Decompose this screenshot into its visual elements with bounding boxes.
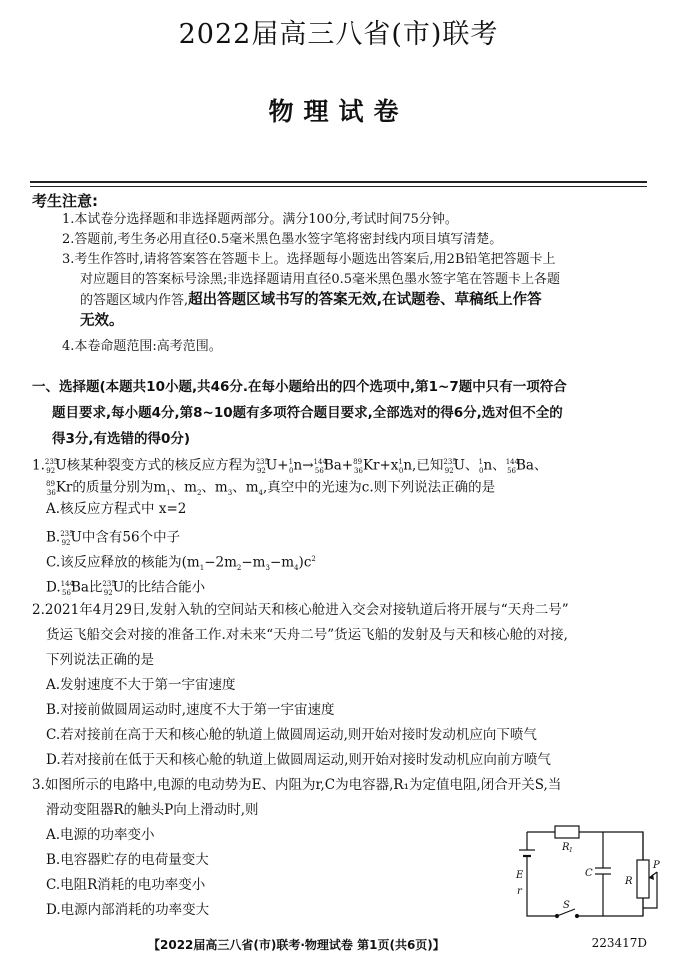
- section-heading-3: 得3分,有选错的得0分): [52, 431, 191, 447]
- notice-item-3-cont1: 对应题目的答案标号涂黑;非选择题请用直径0.5毫米黑色墨水签字笔在答题卡上各题: [80, 272, 561, 287]
- section-heading-1: 一、选择题(本题共10小题,共46分.在每小题给出的四个选项中,第1~7题中只有一项符合: [32, 379, 567, 395]
- q3-option-d: D.电源内部消耗的功率变大: [46, 902, 210, 918]
- footer-page-info: 【2022届高三八省(市)联考·物理试卷 第1页(共6页)】: [148, 938, 445, 952]
- notice-item-3-plain: 的答题区域内作答,: [80, 293, 189, 308]
- notice-title: 考生注意:: [32, 192, 98, 210]
- q1-stem-line1: 1.$^{235}_{92}$U核某种裂变方式的核反应方程为$^{235}_{92}U+^1_0n\to^{144}_{56}Ba+^{89}_{36}Kr+x^1_0n$,已知$^{235}_{92}$U、$^1_0$n、$^{144}_{56}$Ba、: [32, 457, 548, 476]
- q2-stem-line1: 2.2021年4月29日,发射入轨的空间站天和核心舱进入交会对接轨道后将开展与“天舟二号”: [32, 602, 569, 618]
- notice-item-3: 3.考生作答时,请将答案答在答题卡上。选择题每小题选出答案后,用2B铅笔把答题卡上: [62, 252, 556, 267]
- label-r-internal: r: [517, 886, 522, 897]
- notice-item-3-cont2: [80, 291, 542, 310]
- header-rule-thin: [30, 186, 647, 187]
- notice-item-2: 2.答题前,考生务必用直径0.5毫米黑色墨水签字笔将密封线内项目填写清楚。: [62, 232, 503, 247]
- notice-item-1: 1.本试卷分选择题和非选择题两部分。满分100分,考试时间75分钟。: [62, 212, 458, 227]
- resistor-r1: [555, 826, 579, 838]
- q1-option-c: C.该反应释放的核能为$(m_1-2m_2-m_3-m_4)c^2$: [46, 554, 316, 573]
- q1-stem-line2: $^{89}_{36}$Kr的质量分别为$m_1$、$m_2$、$m_3$、$m_4$,真空中的光速为c.则下列说法正确的是: [46, 479, 496, 498]
- q1-option-b: B.$^{235}_{92}$U中含有56个中子: [46, 529, 181, 548]
- notice-item-4: 4.本卷命题范围:高考范围。: [62, 339, 222, 354]
- label-e: E: [516, 870, 524, 881]
- label-c: C: [585, 868, 593, 879]
- rheostat-r: [637, 860, 649, 898]
- exam-title: 2022届高三八省(市)联考: [178, 19, 499, 50]
- notice-item-3-emphasis: 超出答题区域书写的答案无效,在试题卷、草稿纸上作答: [188, 292, 542, 308]
- q2-option-b: B.对接前做圆周运动时,速度不大于第一宇宙速度: [46, 702, 335, 718]
- q2-stem-line2: 货运飞船交会对接的准备工作.对未来“天舟二号”货运飞船的发射及与天和核心舱的对接,: [46, 627, 568, 643]
- notice-item-3-emphasis-end: 无效。: [80, 313, 124, 329]
- label-s: S: [563, 900, 570, 911]
- q2-option-a: A.发射速度不大于第一宇宙速度: [46, 677, 236, 693]
- q2-option-c: C.若对接前在高于天和核心舱的轨道上做圆周运动,则开始对接时发动机应向下喷气: [46, 727, 537, 743]
- subject-title: 物理试卷: [268, 97, 409, 126]
- label-p: P: [653, 860, 660, 871]
- q3-stem-line1: 3.如图所示的电路中,电源的电动势为E、内阻为r,C为电容器,R₁为定值电阻,闭合开关S,当: [32, 777, 562, 793]
- q1-option-d: D.$^{144}_{56}$Ba比$^{235}_{92}$U的比结合能小: [46, 579, 206, 598]
- label-r1: R: [562, 842, 570, 853]
- q3-option-a: A.电源的功率变小: [46, 827, 155, 843]
- section-heading-2: 题目要求,每小题4分,第8~10题有多项符合题目要求,全部选对的得6分,选对但不全的: [52, 405, 563, 421]
- q2-option-d: D.若对接前在低于天和核心舱的轨道上做圆周运动,则开始对接时发动机应向前方喷气: [46, 752, 551, 768]
- label-r: R: [625, 876, 633, 887]
- q1-option-a: A.核反应方程式中 x=2: [46, 501, 187, 517]
- q2-stem-line3: 下列说法正确的是: [46, 652, 154, 668]
- circuit-diagram: [515, 820, 665, 930]
- header-rule-thick: [30, 181, 647, 183]
- q3-option-b: B.电容器贮存的电荷量变大: [46, 852, 209, 868]
- q3-option-c: C.电阻R消耗的电功率变小: [46, 877, 206, 893]
- footer-code: 223417D: [591, 936, 647, 950]
- label-r1-sub: 1: [569, 847, 573, 854]
- q3-stem-line2: 滑动变阻器R的触头P向上滑动时,则: [46, 802, 259, 818]
